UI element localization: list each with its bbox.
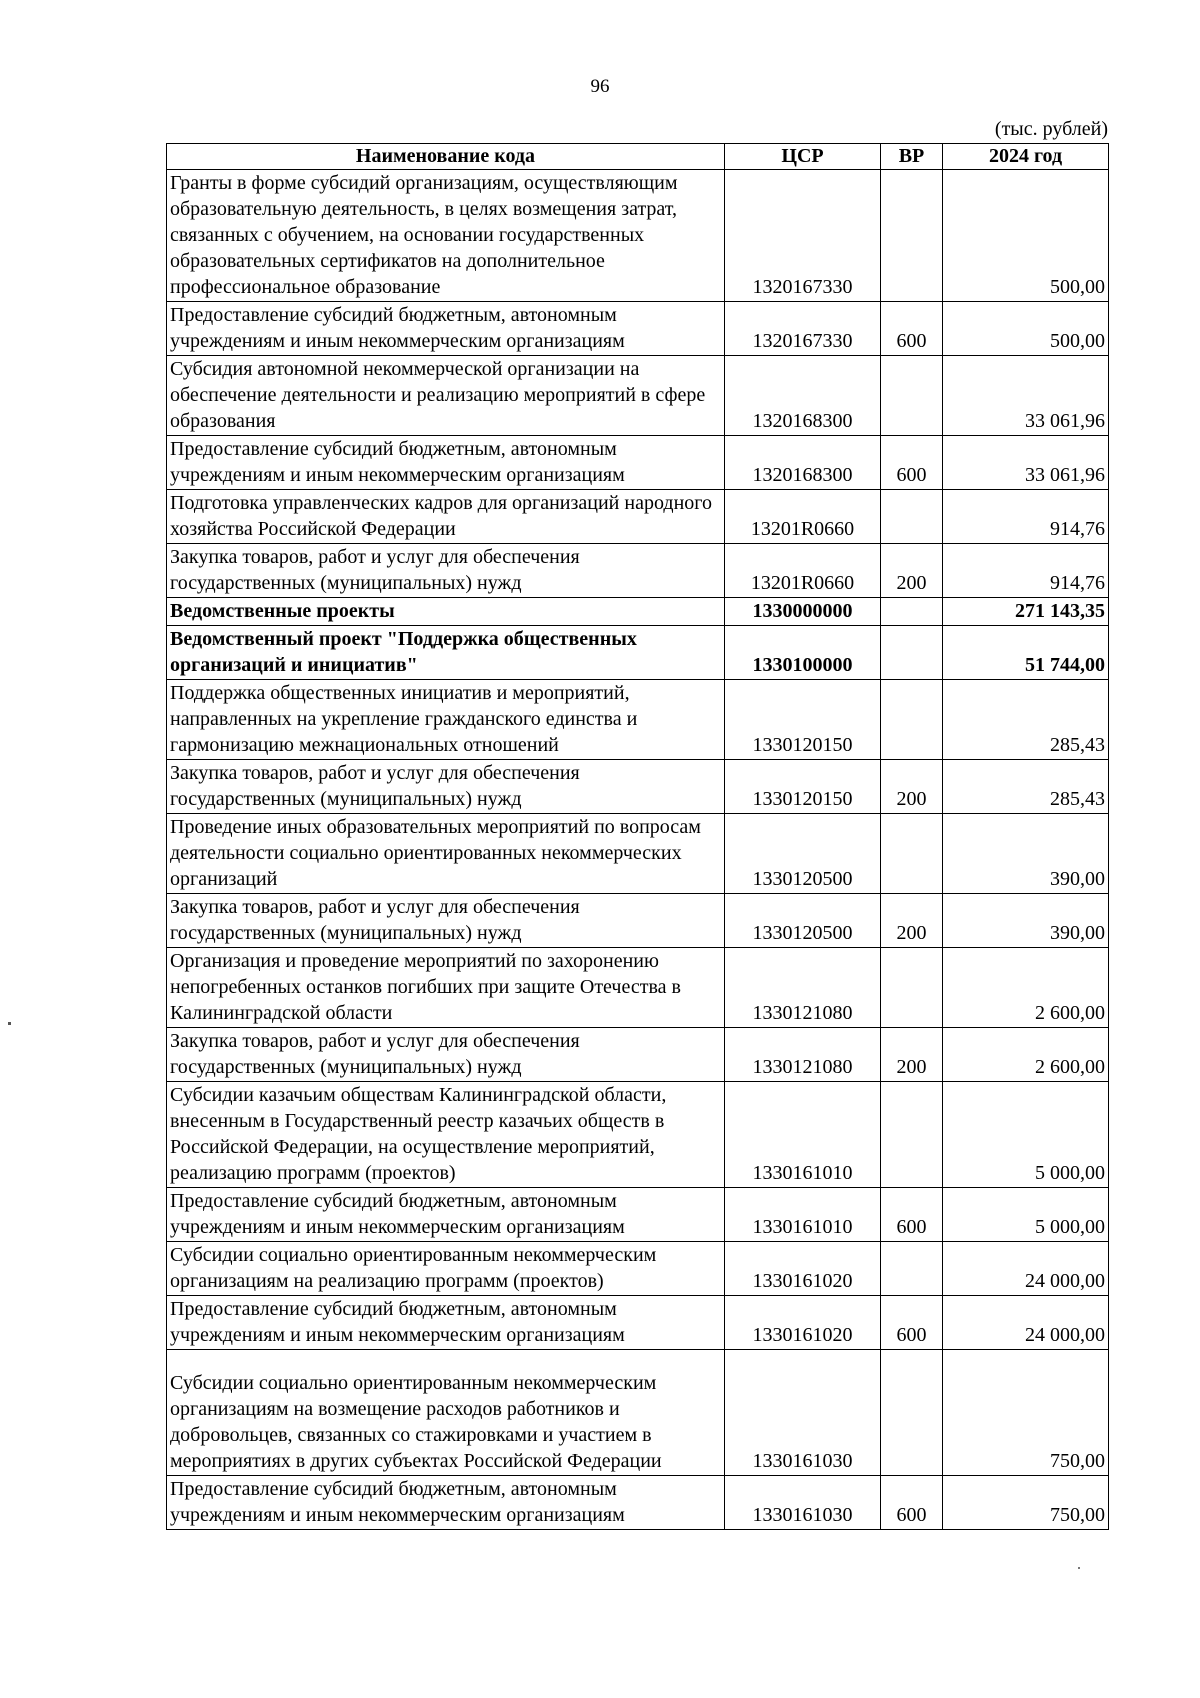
- row-csr: 13201R0660: [725, 544, 881, 598]
- row-vr: 200: [881, 894, 943, 948]
- table-row: [167, 894, 1109, 948]
- row-csr: 1330161020: [725, 1296, 881, 1350]
- table-row: [167, 302, 1109, 356]
- row-amount: 750,00: [943, 1476, 1109, 1530]
- row-name: Закупка товаров, работ и услуг для обеспечения государственных (муниципальных) нужд: [167, 760, 725, 814]
- row-csr: 1330161010: [725, 1188, 881, 1242]
- table-row: [167, 1296, 1109, 1350]
- table-row: [167, 626, 1109, 680]
- row-csr: 1330120150: [725, 760, 881, 814]
- row-vr: 600: [881, 1296, 943, 1350]
- row-vr: 600: [881, 1188, 943, 1242]
- row-csr: 1330121080: [725, 1028, 881, 1082]
- row-csr: 1320168300: [725, 436, 881, 490]
- table-header-row: [167, 144, 1109, 170]
- row-amount: 24 000,00: [943, 1296, 1109, 1350]
- table-row: [167, 1028, 1109, 1082]
- row-name: Субсидии социально ориентированным некоммерческим организациям на реализацию программ (проектов): [167, 1242, 725, 1296]
- row-vr: 600: [881, 302, 943, 356]
- row-vr: [881, 356, 943, 436]
- budget-table: [166, 143, 1109, 1530]
- row-name: Гранты в форме субсидий организациям, осуществляющим образовательную деятельность, в целях возмещения затрат, связанных с обучением, на основании государственных образовательных сертификатов на дополнительное профессиональное образование: [167, 170, 725, 302]
- row-amount: 500,00: [943, 170, 1109, 302]
- row-amount: 33 061,96: [943, 356, 1109, 436]
- row-amount: 500,00: [943, 302, 1109, 356]
- row-csr: 1330120150: [725, 680, 881, 760]
- table-row: [167, 680, 1109, 760]
- row-name: Предоставление субсидий бюджетным, автономным учреждениям и иным некоммерческим организациям: [167, 436, 725, 490]
- row-vr: [881, 1082, 943, 1188]
- row-name: Предоставление субсидий бюджетным, автономным учреждениям и иным некоммерческим организациям: [167, 302, 725, 356]
- table-row: [167, 490, 1109, 544]
- row-csr: 1330161030: [725, 1476, 881, 1530]
- row-vr: 200: [881, 1028, 943, 1082]
- row-name: Предоставление субсидий бюджетным, автономным учреждениям и иным некоммерческим организациям: [167, 1296, 725, 1350]
- table-row: [167, 356, 1109, 436]
- units-label: (тыс. рублей): [994, 118, 1108, 140]
- table-row: [167, 760, 1109, 814]
- row-vr: [881, 680, 943, 760]
- row-csr: 1330000000: [725, 598, 881, 626]
- row-vr: [881, 170, 943, 302]
- row-amount: 914,76: [943, 490, 1109, 544]
- table-row: [167, 814, 1109, 894]
- row-name: Подготовка управленческих кадров для организаций народного хозяйства Российской Федерации: [167, 490, 725, 544]
- header-name: Наименование кода: [167, 144, 725, 170]
- row-vr: [881, 626, 943, 680]
- row-csr: 1330100000: [725, 626, 881, 680]
- table-row: [167, 948, 1109, 1028]
- row-amount: 2 600,00: [943, 1028, 1109, 1082]
- row-name: Поддержка общественных инициатив и мероприятий, направленных на укрепление гражданского единства и гармонизацию межнациональных отношений: [167, 680, 725, 760]
- row-amount: 271 143,35: [943, 598, 1109, 626]
- row-amount: 914,76: [943, 544, 1109, 598]
- row-amount: 285,43: [943, 760, 1109, 814]
- row-name: Ведомственные проекты: [167, 598, 725, 626]
- row-amount: 33 061,96: [943, 436, 1109, 490]
- row-csr: 1330121080: [725, 948, 881, 1028]
- table-row: [167, 436, 1109, 490]
- page-number: 96: [590, 76, 610, 97]
- header-vr: ВР: [881, 144, 943, 170]
- row-vr: [881, 1350, 943, 1476]
- row-name: Закупка товаров, работ и услуг для обеспечения государственных (муниципальных) нужд: [167, 544, 725, 598]
- row-vr: [881, 948, 943, 1028]
- table-row: [167, 1242, 1109, 1296]
- scan-speck: [8, 1022, 11, 1025]
- row-name: Субсидии социально ориентированным некоммерческим организациям на возмещение расходов работников и добровольцев, связанных со стажировками и участием в мероприятиях в других субъектах Российской Федерации: [167, 1350, 725, 1476]
- row-amount: 5 000,00: [943, 1082, 1109, 1188]
- row-csr: 13201R0660: [725, 490, 881, 544]
- row-csr: 1320168300: [725, 356, 881, 436]
- row-amount: 24 000,00: [943, 1242, 1109, 1296]
- row-csr: 1320167330: [725, 302, 881, 356]
- row-vr: 200: [881, 760, 943, 814]
- row-csr: 1330161020: [725, 1242, 881, 1296]
- table-row: [167, 544, 1109, 598]
- row-name: Организация и проведение мероприятий по захоронению непогребенных останков погибших при защите Отечества в Калининградской области: [167, 948, 725, 1028]
- row-vr: [881, 598, 943, 626]
- row-amount: 2 600,00: [943, 948, 1109, 1028]
- row-csr: 1320167330: [725, 170, 881, 302]
- row-amount: 750,00: [943, 1350, 1109, 1476]
- row-vr: [881, 490, 943, 544]
- row-vr: 600: [881, 1476, 943, 1530]
- row-amount: 390,00: [943, 894, 1109, 948]
- table-row: [167, 170, 1109, 302]
- table-row: [167, 1188, 1109, 1242]
- row-amount: 390,00: [943, 814, 1109, 894]
- row-csr: 1330161010: [725, 1082, 881, 1188]
- header-csr: ЦСР: [725, 144, 881, 170]
- row-name: Закупка товаров, работ и услуг для обеспечения государственных (муниципальных) нужд: [167, 1028, 725, 1082]
- row-vr: 200: [881, 544, 943, 598]
- scan-speck: [1078, 1567, 1080, 1569]
- row-name: Субсидия автономной некоммерческой организации на обеспечение деятельности и реализацию мероприятий в сфере образования: [167, 356, 725, 436]
- table-row: [167, 598, 1109, 626]
- row-amount: 5 000,00: [943, 1188, 1109, 1242]
- row-name: Предоставление субсидий бюджетным, автономным учреждениям и иным некоммерческим организациям: [167, 1476, 725, 1530]
- row-name: Предоставление субсидий бюджетным, автономным учреждениям и иным некоммерческим организациям: [167, 1188, 725, 1242]
- row-name: Субсидии казачьим обществам Калининградской области, внесенным в Государственный реестр казачьих обществ в Российской Федерации, на осуществление мероприятий, реализацию программ (проектов): [167, 1082, 725, 1188]
- row-vr: [881, 1242, 943, 1296]
- row-vr: [881, 814, 943, 894]
- row-name: Закупка товаров, работ и услуг для обеспечения государственных (муниципальных) нужд: [167, 894, 725, 948]
- row-name: Ведомственный проект "Поддержка общественных организаций и инициатив": [167, 626, 725, 680]
- row-csr: 1330120500: [725, 814, 881, 894]
- row-vr: 600: [881, 436, 943, 490]
- table-row: [167, 1476, 1109, 1530]
- table-row: [167, 1350, 1109, 1476]
- row-csr: 1330120500: [725, 894, 881, 948]
- table-row: [167, 1082, 1109, 1188]
- header-amount: 2024 год: [943, 144, 1109, 170]
- row-amount: 285,43: [943, 680, 1109, 760]
- row-csr: 1330161030: [725, 1350, 881, 1476]
- row-name: Проведение иных образовательных мероприятий по вопросам деятельности социально ориентированных некоммерческих организаций: [167, 814, 725, 894]
- row-amount: 51 744,00: [943, 626, 1109, 680]
